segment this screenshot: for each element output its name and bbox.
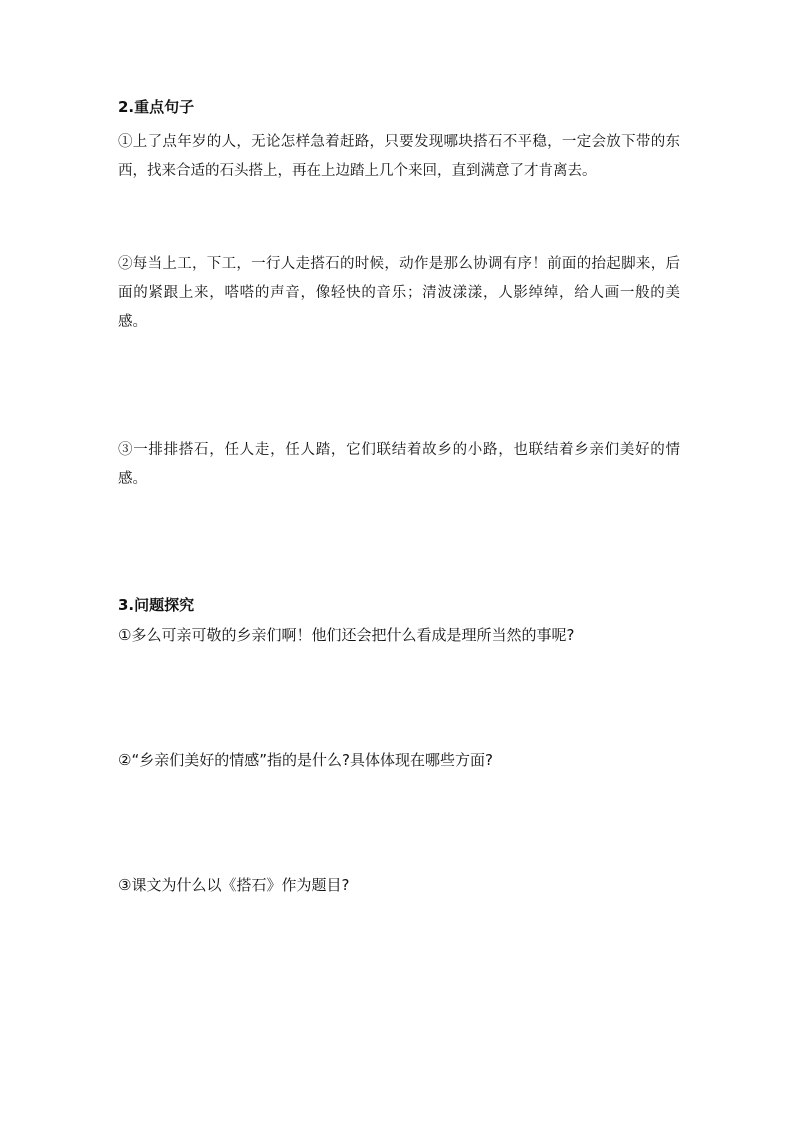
inquiry-question-2: ②“乡亲们美好的情感”指的是什么?具体体现在哪些方面?: [118, 751, 493, 769]
key-sentence-3: ③一排排搭石，任人走，任人踏，它们联结着故乡的小路，也联结着乡亲们美好的情感。: [118, 442, 680, 487]
inquiry-question-1: ①多么可亲可敬的乡亲们啊！他们还会把什么看成是理所当然的事呢?: [118, 626, 575, 644]
key-sentence-1: ①上了点年岁的人，无论怎样急着赶路，只要发现哪块搭石不平稳，一定会放下带的东西，找来合适的石头搭上，再在上边踏上几个来回，直到满意了才肯离去。: [118, 134, 680, 179]
section-heading-inquiry: 3.问题探究: [118, 596, 195, 614]
section-heading-key-sentences: 2.重点句子: [118, 98, 195, 116]
inquiry-question-3: ③课文为什么以《搭石》作为题目?: [118, 876, 350, 894]
key-sentence-2: ②每当上工，下工，一行人走搭石的时候，动作是那么协调有序！前面的抬起脚来，后面的紧跟上来，嗒嗒的声音，像轻快的音乐；清波漾漾，人影绰绰，给人画一般的美感。: [118, 256, 680, 330]
